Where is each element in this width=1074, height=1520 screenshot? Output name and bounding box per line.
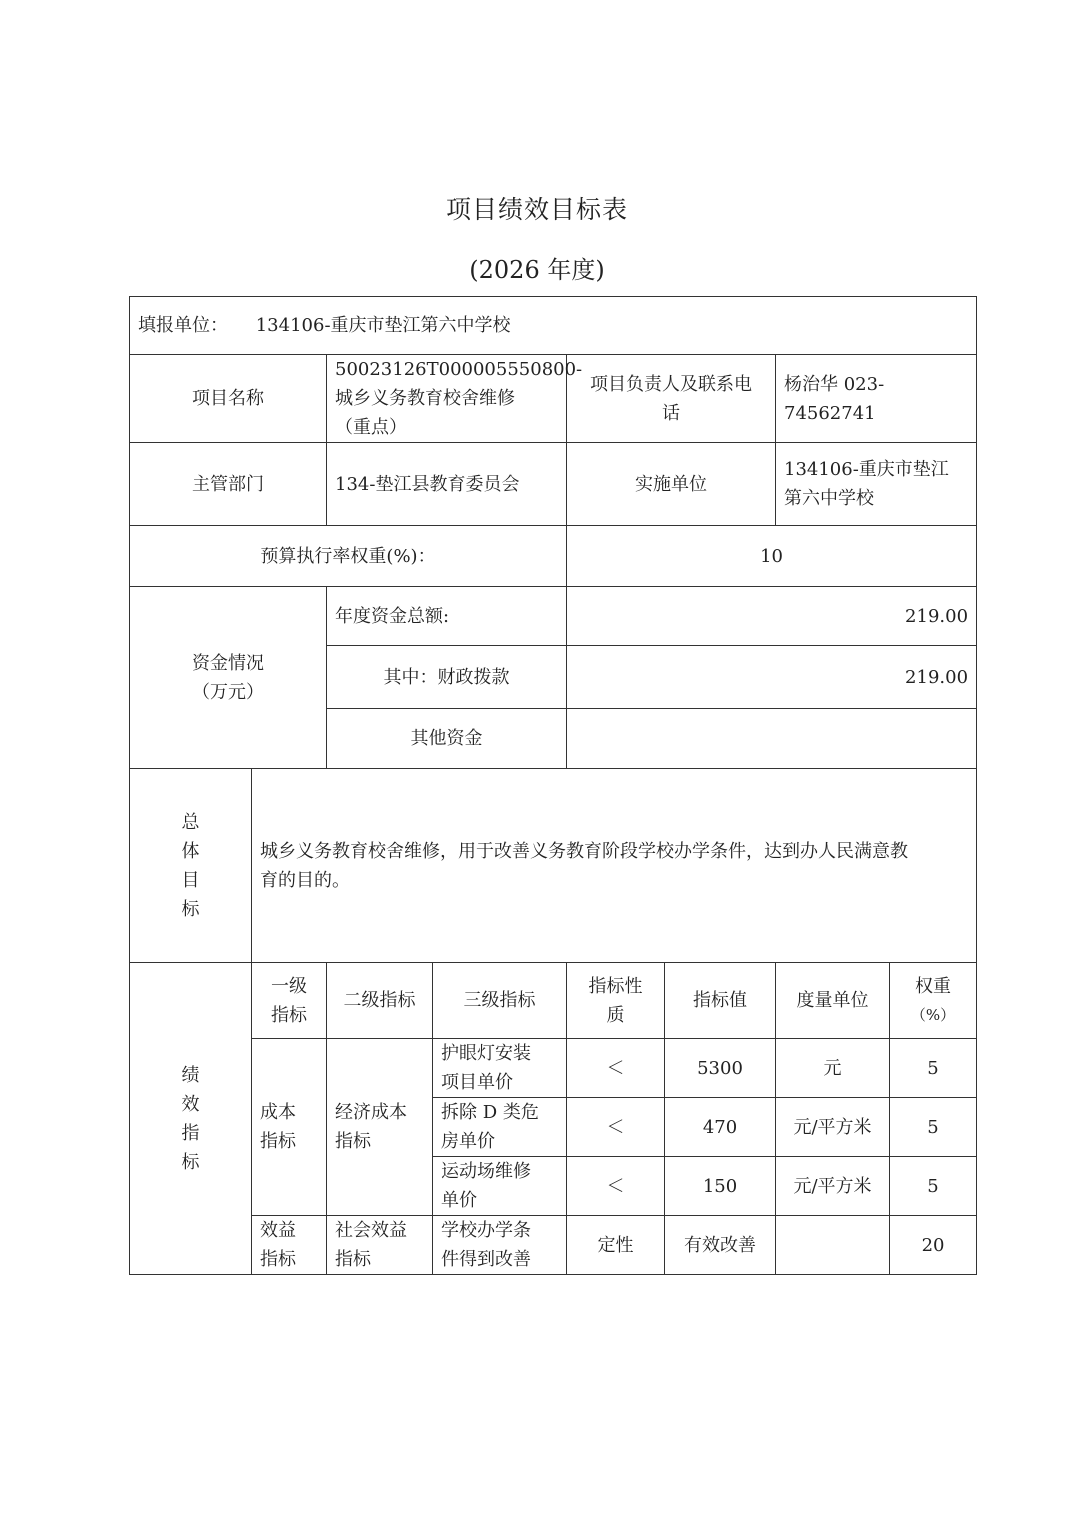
cell-line: 件得到改善 <box>441 1249 531 1270</box>
department-row <box>130 443 977 526</box>
nature-cell: ＜ <box>567 1039 665 1098</box>
performance-indicator-label <box>130 963 252 1275</box>
goal-label-char: 标 <box>181 898 200 920</box>
cell-line: 运动场维修 <box>441 1161 531 1182</box>
cell-line: 项目单价 <box>441 1072 513 1093</box>
cell-line: 社会效益 <box>335 1220 407 1241</box>
value-cell: 150 <box>665 1157 776 1216</box>
header-line: 质 <box>606 1004 625 1026</box>
cell-line: 经济成本 <box>335 1102 407 1123</box>
impl-value-line: 134106-重庆市垫江 <box>784 459 949 480</box>
nature-cell: ＜ <box>567 1157 665 1216</box>
performance-target-table <box>129 296 977 1275</box>
dept-label: 主管部门 <box>130 443 327 526</box>
cell-line: 指标 <box>335 1249 371 1270</box>
goal-label-char: 目 <box>181 869 200 891</box>
value-cell: 470 <box>665 1098 776 1157</box>
indicator-label-char: 效 <box>181 1093 200 1115</box>
indicator-label-char: 绩 <box>181 1064 200 1086</box>
annual-total-label: 年度资金总额: <box>327 587 567 646</box>
project-name-value <box>327 355 583 443</box>
cell-line: 指标 <box>260 1131 296 1152</box>
funds-label-line: （万元） <box>192 681 264 703</box>
fiscal-label: 其中：财政拨款 <box>327 646 567 709</box>
header-line: （%） <box>910 1005 956 1024</box>
level3-cell <box>433 1039 567 1098</box>
indicator-label-char: 指 <box>181 1122 200 1144</box>
cell-line: 效益 <box>260 1220 296 1241</box>
indicator-row <box>130 1216 977 1275</box>
overall-goal-row <box>130 769 977 963</box>
level2-cell <box>327 1039 433 1216</box>
goal-text-line: 育的目的。 <box>260 869 350 891</box>
goal-text-line: 城乡义务教育校舍维修，用于改善义务教育阶段学校办学条件，达到办人民满意教 <box>260 840 908 862</box>
value-cell: 5300 <box>665 1039 776 1098</box>
funds-label-line: 资金情况 <box>192 652 264 674</box>
cell-line: 拆除 D 类危 <box>441 1102 539 1123</box>
indicator-label-char: 标 <box>181 1151 200 1173</box>
other-funds-value <box>567 709 977 769</box>
header-value: 指标值 <box>665 963 776 1039</box>
unit-cell: 元/平方米 <box>776 1098 890 1157</box>
level2-cell <box>327 1216 433 1275</box>
reporting-unit-cell <box>130 297 977 355</box>
goal-label-char: 总 <box>181 811 200 833</box>
header-line: 权重 <box>915 975 952 997</box>
impl-value <box>776 443 977 526</box>
reporting-unit-label: 填报单位： <box>138 315 228 336</box>
project-name-row <box>130 355 977 443</box>
weight-cell: 20 <box>890 1216 977 1275</box>
cell-line: 指标 <box>260 1249 296 1270</box>
contact-label <box>567 355 776 443</box>
other-funds-label: 其他资金 <box>327 709 567 769</box>
unit-cell: 元 <box>776 1039 890 1098</box>
header-weight <box>890 963 977 1039</box>
annual-total-value: 219.00 <box>567 587 977 646</box>
overall-goal-text <box>252 769 977 963</box>
goal-label-char: 体 <box>181 840 200 862</box>
nature-cell: 定性 <box>567 1216 665 1275</box>
overall-goal-label <box>130 769 252 963</box>
fiscal-value: 219.00 <box>567 646 977 709</box>
cell-line: 房单价 <box>441 1131 495 1152</box>
level3-cell <box>433 1157 567 1216</box>
indicator-header-row <box>130 963 977 1039</box>
nature-cell: ＜ <box>567 1098 665 1157</box>
header-line: 一级 <box>271 975 307 997</box>
budget-rate-label: 预算执行率权重(%)： <box>130 526 567 587</box>
level3-cell <box>433 1098 567 1157</box>
header-level3: 三级指标 <box>433 963 567 1039</box>
weight-cell: 5 <box>890 1157 977 1216</box>
cell-line: 单价 <box>441 1190 477 1211</box>
level1-cell <box>252 1039 327 1216</box>
project-name-line: （重点） <box>335 417 407 438</box>
budget-rate-row <box>130 526 977 587</box>
unit-cell: 元/平方米 <box>776 1157 890 1216</box>
contact-label-line: 话 <box>662 402 680 424</box>
level1-cell <box>252 1216 327 1275</box>
project-name-line: 50023126T000005550800- <box>335 359 583 380</box>
dept-value: 134-垫江县教育委员会 <box>327 443 567 526</box>
cell-line: 学校办学条 <box>441 1220 531 1241</box>
cell-line: 成本 <box>260 1102 296 1123</box>
project-name-label: 项目名称 <box>130 355 327 443</box>
level3-cell <box>433 1216 567 1275</box>
unit-cell <box>776 1216 890 1275</box>
weight-cell: 5 <box>890 1098 977 1157</box>
header-level1 <box>252 963 327 1039</box>
impl-label: 实施单位 <box>567 443 776 526</box>
header-line: 指标 <box>271 1004 307 1026</box>
project-name-line: 城乡义务教育校舍维修 <box>335 388 515 409</box>
impl-value-line: 第六中学校 <box>784 488 874 509</box>
budget-rate-value: 10 <box>567 526 977 587</box>
cell-line: 指标 <box>335 1131 371 1152</box>
contact-value: 杨治华 023-74562741 <box>776 355 977 443</box>
value-cell: 有效改善 <box>665 1216 776 1275</box>
weight-cell: 5 <box>890 1039 977 1098</box>
header-line: 指标性 <box>588 975 643 997</box>
reporting-unit-value: 134106-重庆市垫江第六中学校 <box>255 315 511 336</box>
cell-line: 护眼灯安装 <box>441 1043 531 1064</box>
document-year: (2026 年度) <box>469 256 605 284</box>
header-level2: 二级指标 <box>327 963 433 1039</box>
document-title: 项目绩效目标表 <box>445 195 628 224</box>
annual-total-row <box>130 587 977 646</box>
header-unit: 度量单位 <box>776 963 890 1039</box>
contact-label-line: 项目负责人及联系电 <box>590 373 752 395</box>
reporting-unit-row <box>130 297 977 355</box>
indicator-row <box>130 1039 977 1098</box>
funds-label <box>130 587 327 769</box>
header-nature <box>567 963 665 1039</box>
